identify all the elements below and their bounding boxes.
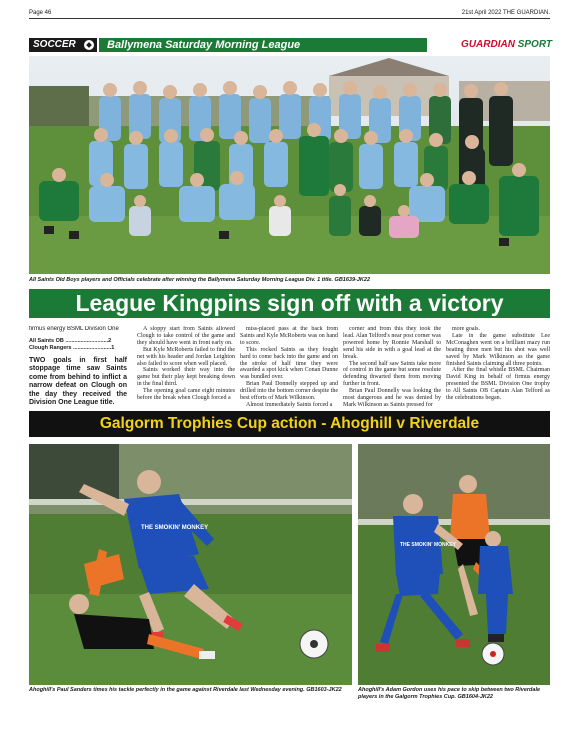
paragraph: The opening goal came eight minutes before the break when Clough forced a [137,388,235,402]
brand-logo [430,38,552,52]
paragraph: The second half saw Saints take more of control in the game but some resolute defending thwarted them from moving further in front. [343,360,441,388]
paragraph: corner and from this they took the lead. Alan Telford's near post corner was powered home by Ronnie Marshall to send his side in with a goal lead at the break. [343,326,441,360]
division-label: firmus energy BSML Division One [29,326,119,332]
brand-primary: GUARDIAN [461,39,515,50]
paragraph: A sloppy start from Saints allowed Clough to take control of the game and they should have went in front early on. [137,326,235,346]
article-column-4 [343,326,441,408]
paragraph: But Kyle McRoberts failed to find the net with his header and Jordan Leighton also failed to score when well placed. [137,346,235,367]
right-photo-caption: Ahoghill's Adam Gordon uses his pace to skip between two Riverdale players in the Galgorm Trophies Cup. GB1604-JK22 [358,687,541,700]
paragraph: Brian Paul Donnelly was looking the most dangerous and he was denied by Mark Wilkinson as Saints pressed for [343,388,441,408]
article-column-3 [240,326,338,408]
shirt-sponsor-right: THE SMOKIN' MONKEY [400,542,456,548]
sub-headline: Galgorm Trophies Cup action - Ahoghill v Riverdale [29,411,550,437]
section-tag [29,38,97,52]
section-title: Ballymena Saturday Morning League [99,38,427,52]
left-photo-caption: Ahoghill's Paul Sanders times his tackle perfectly in the game against Riverdale last Wednesday evening. GB1603-JK22 [29,687,342,693]
paragraph: This rocked Saints as they fought hard to come back into the game and on the stroke of half time they were awarded a spot kick when Conan Dunne was bundled over. [240,346,338,381]
paragraph: After the final whistle BSML Chairman David King in behalf of firmus energy presented the BSML Division One trophy to All Saints OB Captain Alan Telford as the celebrations began. [446,367,550,402]
issue-date: 21st April 2022 THE GUARDIAN. [461,10,550,16]
tackle-photo [29,444,352,685]
paragraph: Saints worked their way into the game but their play kept breaking down in the final third. [137,367,235,388]
article-column-1 [29,326,127,408]
brand-secondary: SPORT [517,39,552,50]
paragraph: Brian Paul Donnelly stepped up and drilled into the bottom corner despite the best efforts of Mark Wilkinson. [240,381,338,402]
team-celebration-photo [29,56,550,274]
page-number: Page 46 [29,10,52,16]
paragraph: miss-placed pass at the back from Saints and Kyle McRoberts was on hand to score. [240,326,338,346]
article-lead: TWO goals in first half stoppage time saw Saints come from behind to inflict a narrow defeat on Clough on the day they received the Division One League title. [29,356,127,407]
section-tag-label: SOCCER [33,39,76,50]
article-column-5 [446,326,550,408]
football-icon [84,40,94,50]
header-rule [29,18,550,19]
dribble-photo [358,444,550,685]
headline: League Kingpins sign off with a victory [29,289,550,318]
score-home: All Saints OB ............................2 [29,337,112,344]
article-column-2 [137,326,235,408]
shirt-sponsor-left: THE SMOKIN' MONKEY [141,525,209,531]
paragraph: more goals. [452,326,480,332]
score-away: Clough Rangers .........................1 [29,344,115,351]
paragraph: Almost immediately Saints forced a [246,401,333,408]
paragraph: Late in the game substitute Lee McConaghen went on a brilliant mazy run beating three men but his shot was well saved by Mark Wilkinson as the game finished Saints claiming all three points. [446,332,550,367]
main-photo-caption: All Saints Old Boys players and Officials celebrate after winning the Ballymena Saturday Morning League Div. 1 title. GB1639-JK22 [29,277,371,283]
